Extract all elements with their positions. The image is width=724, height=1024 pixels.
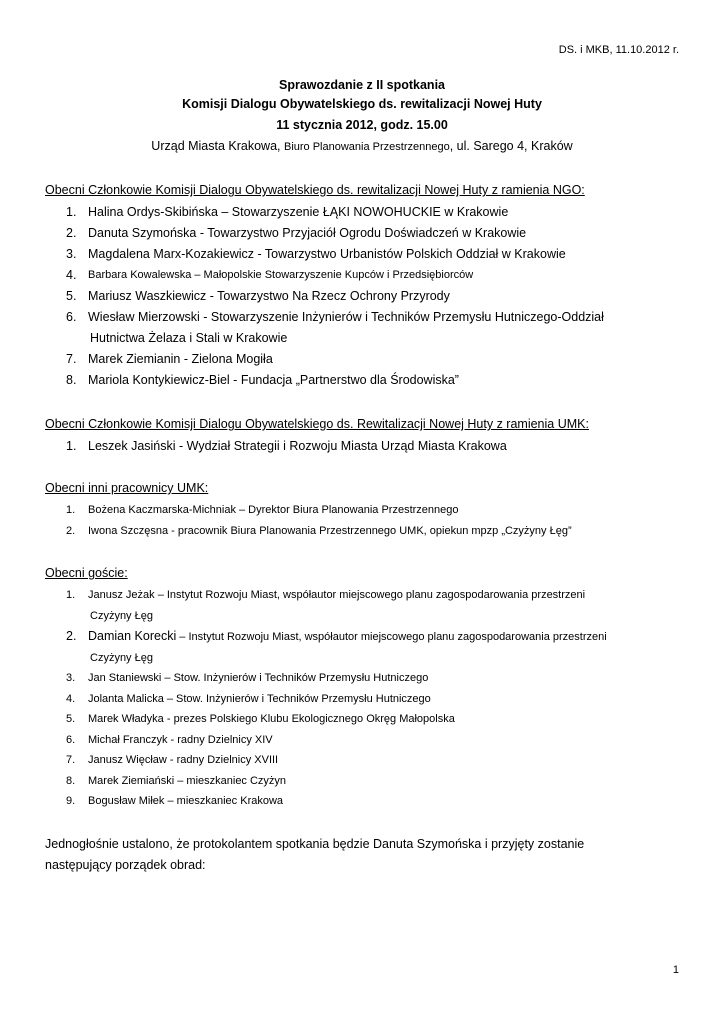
list-item: 7. Janusz Więcław - radny Dzielnicy XVIII xyxy=(66,754,279,766)
venue-bureau: Biuro Planowania Przestrzennego xyxy=(283,141,450,153)
list-item: 9. Bogusław Miłek – mieszkaniec Krakowa xyxy=(66,795,284,807)
list-item: 2. Iwona Szczęsna - pracownik Biura Planowania Przestrzennego UMK, opiekun mpzp „Czyżyny Łęg” xyxy=(66,524,572,537)
list-item: 1. Bożena Kaczmarska-Michniak – Dyrektor Biura Planowania Przestrzennego xyxy=(66,504,459,516)
document-reference: DS. i MKB, 11.10.2012 r. xyxy=(558,44,679,56)
closing-paragraph: Jednogłośnie ustalono, że protokolantem spotkania będzie Danuta Szymońska i przyjęty zostanie następujący porządek obrad: xyxy=(45,837,585,872)
list-item: 1. Leszek Jasiński - Wydział Strategii i Rozwoju Miasta Urząd Miasta Krakowa xyxy=(66,439,507,453)
umk-staff-heading: Obecni inni pracownicy UMK: xyxy=(45,481,209,495)
list-item: 6. Wiesław Mierzowski - Stowarzyszenie Inżynierów i Techników Przemysłu Hutniczego-Oddział Hutnictwa Żelaza i Stali w Krakowie xyxy=(66,310,604,345)
umk-members-heading: Obecni Członkowie Komisji Dialogu Obywatelskiego ds. Rewitalizacji Nowej Huty z ramienia UMK: xyxy=(45,417,589,431)
umk-members-list xyxy=(45,436,685,457)
list-item: 8. Mariola Kontykiewicz-Biel - Fundacja „Partnerstwo dla Środowiska” xyxy=(66,373,459,387)
report-title: Sprawozdanie z II spotkania xyxy=(278,78,445,92)
page-number: 1 xyxy=(672,964,679,976)
list-item: 3. Jan Staniewski – Stow. Inżynierów i Techników Przemysłu Hutniczego xyxy=(66,672,429,684)
ngo-members-heading: Obecni Członkowie Komisji Dialogu Obywatelskiego ds. rewitalizacji Nowej Huty z ramienia NGO: xyxy=(45,183,585,197)
venue-office: Urząd Miasta Krakowa, xyxy=(151,139,284,153)
meeting-venue xyxy=(0,139,724,153)
venue-address: , ul. Sarego 4, Kraków xyxy=(449,139,573,153)
list-item: 2. Damian Korecki – Instytut Rozwoju Miast, współautor miejscowego planu zagospodarowania przestrzeni Czyżyny Łęg xyxy=(66,629,607,664)
list-item: 8. Marek Ziemiański – mieszkaniec Czyżyn xyxy=(66,774,287,787)
list-item: 1. Halina Ordys-Skibińska – Stowarzyszenie ŁĄKI NOWOHUCKIE w Krakowie xyxy=(66,205,509,219)
list-item: 5. Marek Władyka - prezes Polskiego Klubu Ekologicznego Okręg Małopolska xyxy=(66,713,455,725)
ngo-members-list xyxy=(45,202,685,391)
list-item: 6. Michał Franczyk - radny Dzielnicy XIV xyxy=(66,733,273,746)
commission-name: Komisji Dialogu Obywatelskiego ds. rewitalizacji Nowej Huty xyxy=(182,97,542,111)
meeting-date: 11 stycznia 2012, godz. 15.00 xyxy=(276,118,448,132)
list-item: 3. Magdalena Marx-Kozakiewicz - Towarzystwo Urbanistów Polskich Oddział w Krakowie xyxy=(66,247,566,261)
umk-staff-list xyxy=(45,500,685,541)
list-item: 4. Barbara Kowalewska – Małopolskie Stowarzyszenie Kupców i Przedsiębiorców xyxy=(66,268,474,282)
list-item: 1. Janusz Jeżak – Instytut Rozwoju Miast, współautor miejscowego planu zagospodarowania przestrzeni Czyżyny Łęg xyxy=(66,589,586,622)
list-item: 4. Jolanta Malicka – Stow. Inżynierów i Techników Przemysłu Hutniczego xyxy=(66,692,431,705)
list-item: 5. Mariusz Waszkiewicz - Towarzystwo Na Rzecz Ochrony Przyrody xyxy=(66,289,450,303)
guests-heading: Obecni goście: xyxy=(45,566,128,580)
guests-list xyxy=(45,585,685,812)
list-item: 7. Marek Ziemianin - Zielona Mogiła xyxy=(66,352,273,366)
list-item: 2. Danuta Szymońska - Towarzystwo Przyjaciół Ogrodu Doświadczeń w Krakowie xyxy=(66,226,527,240)
